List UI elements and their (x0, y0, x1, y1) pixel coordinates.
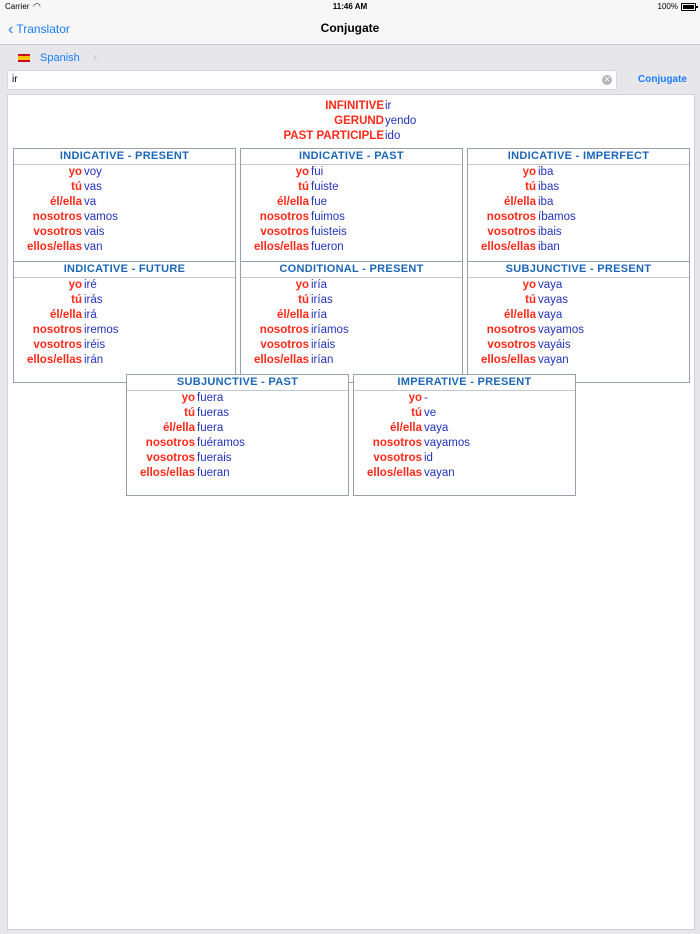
table-row (241, 338, 462, 353)
table-row (14, 165, 235, 180)
pronoun-label: yo (295, 166, 309, 178)
table-row (14, 338, 235, 353)
pronoun-label: yo (522, 279, 536, 291)
pronoun-label: él/ella (504, 309, 536, 321)
table-row (14, 278, 235, 293)
battery-percent: 100% (657, 2, 678, 11)
table-row (241, 308, 462, 323)
verb-form: iban (538, 241, 560, 253)
verb-form: voy (84, 166, 102, 178)
table-row (468, 353, 689, 368)
language-label[interactable]: Spanish (40, 52, 80, 64)
status-bar (0, 0, 700, 14)
chevron-right-icon: › (93, 50, 97, 64)
pronoun-label: nosotros (145, 437, 195, 449)
table-row (241, 195, 462, 210)
pronoun-label: yo (181, 392, 195, 404)
verb-form: vayamos (538, 324, 585, 336)
status-time: 11:46 AM (332, 2, 368, 11)
table-row (468, 195, 689, 210)
verb-form: iríais (311, 339, 336, 351)
pronoun-label: ellos/ellas (27, 241, 82, 253)
pronoun-label: tú (411, 407, 422, 419)
conjugation-table-subjunctive-present (467, 261, 690, 383)
verb-form: iríamos (311, 324, 349, 336)
table-row (468, 240, 689, 255)
pronoun-label: tú (184, 407, 195, 419)
infinitive-row (8, 100, 694, 115)
verb-form: vas (84, 181, 102, 193)
verb-form: iría (311, 309, 327, 321)
pronoun-label: nosotros (32, 324, 82, 336)
verb-form: vayamos (424, 437, 471, 449)
basic-value: yendo (385, 115, 417, 127)
table-header: SUBJUNCTIVE - PAST (127, 375, 348, 391)
table-row (14, 225, 235, 240)
pronoun-label: tú (71, 294, 82, 306)
table-row (354, 436, 575, 451)
verb-form: ve (424, 407, 437, 419)
table-row (127, 421, 348, 436)
verb-form: irán (84, 354, 104, 366)
verb-form: ibas (538, 181, 560, 193)
table-row (127, 391, 348, 406)
table-row (14, 180, 235, 195)
table-row (468, 180, 689, 195)
pronoun-label: ellos/ellas (367, 467, 422, 479)
table-row (354, 466, 575, 481)
pronoun-label: vosotros (33, 339, 82, 351)
table-header: SUBJUNCTIVE - PRESENT (468, 262, 689, 278)
conjugation-table-indicative-future (13, 261, 236, 383)
conjugation-table-imperative-present (353, 374, 576, 496)
verb-form: va (84, 196, 97, 208)
verb-form: vamos (84, 211, 118, 223)
pronoun-label: él/ella (50, 309, 82, 321)
verb-search-input[interactable] (7, 70, 617, 90)
pronoun-label: yo (68, 166, 82, 178)
table-row (14, 195, 235, 210)
pronoun-label: tú (525, 181, 536, 193)
verb-form: irá (84, 309, 97, 321)
table-header: INDICATIVE - PRESENT (14, 149, 235, 165)
verb-form: vayas (538, 294, 569, 306)
table-row (241, 353, 462, 368)
table-header: INDICATIVE - FUTURE (14, 262, 235, 278)
verb-form: fuera (197, 422, 224, 434)
verb-form: fue (311, 196, 327, 208)
table-row (241, 165, 462, 180)
verb-form: fuerais (197, 452, 232, 464)
conjugation-table-indicative-past (240, 148, 463, 270)
pronoun-label: ellos/ellas (481, 354, 536, 366)
basic-label: INFINITIVE (325, 100, 384, 112)
verb-form: id (424, 452, 433, 464)
carrier-label: Carrier (5, 2, 30, 11)
pronoun-label: él/ella (277, 309, 309, 321)
pronoun-label: vosotros (487, 339, 536, 351)
table-row (14, 308, 235, 323)
verb-form: iría (311, 279, 327, 291)
verb-form: iba (538, 166, 554, 178)
verb-form: iremos (84, 324, 119, 336)
pronoun-label: nosotros (32, 211, 82, 223)
pronoun-label: ellos/ellas (481, 241, 536, 253)
verb-form: ibais (538, 226, 562, 238)
table-row (241, 240, 462, 255)
pronoun-label: vosotros (487, 226, 536, 238)
conjugation-table-indicative-imperfect (467, 148, 690, 270)
battery-icon (681, 3, 696, 11)
table-row (127, 406, 348, 421)
table-row (468, 293, 689, 308)
table-row (241, 180, 462, 195)
table-header: CONDITIONAL - PRESENT (241, 262, 462, 278)
table-row (241, 210, 462, 225)
table-row (468, 338, 689, 353)
basic-label: PAST PARTICIPLE (283, 130, 384, 142)
pronoun-label: él/ella (504, 196, 536, 208)
verb-form: vaya (538, 309, 563, 321)
verb-form: fueras (197, 407, 229, 419)
table-row (14, 210, 235, 225)
table-row (127, 436, 348, 451)
verb-form: iré (84, 279, 97, 291)
pronoun-label: vosotros (260, 339, 309, 351)
language-selector[interactable] (0, 45, 700, 69)
page-title: Conjugate (320, 21, 380, 35)
verb-form: vais (84, 226, 105, 238)
verb-form: vayáis (538, 339, 571, 351)
verb-form: fui (311, 166, 324, 178)
table-row (14, 293, 235, 308)
verb-form: iba (538, 196, 554, 208)
verb-form: vaya (538, 279, 563, 291)
pronoun-label: vosotros (260, 226, 309, 238)
conjugation-table-indicative-present (13, 148, 236, 270)
pronoun-label: vosotros (373, 452, 422, 464)
conjugation-table-conditional-present (240, 261, 463, 383)
past-participle-row (8, 130, 694, 145)
clear-icon[interactable]: ✕ (603, 75, 611, 84)
pronoun-label: ellos/ellas (254, 241, 309, 253)
conjugation-panel (7, 94, 695, 930)
pronoun-label: nosotros (259, 324, 309, 336)
verb-form: fuimos (311, 211, 345, 223)
verb-form: irías (311, 294, 333, 306)
pronoun-label: tú (71, 181, 82, 193)
verb-basics (8, 100, 694, 145)
pronoun-label: él/ella (390, 422, 422, 434)
table-row (468, 210, 689, 225)
table-row (14, 240, 235, 255)
pronoun-label: yo (68, 279, 82, 291)
pronoun-label: yo (522, 166, 536, 178)
table-row (241, 293, 462, 308)
pronoun-label: él/ella (163, 422, 195, 434)
pronoun-label: tú (298, 181, 309, 193)
verb-form: fueron (311, 241, 344, 253)
gerund-row (8, 115, 694, 130)
table-row (468, 225, 689, 240)
pronoun-label: vosotros (146, 452, 195, 464)
table-row (241, 225, 462, 240)
verb-form: vaya (424, 422, 449, 434)
pronoun-label: ellos/ellas (27, 354, 82, 366)
pronoun-label: ellos/ellas (254, 354, 309, 366)
back-button[interactable] (8, 20, 70, 38)
search-input-value[interactable]: ir (12, 74, 18, 85)
pronoun-label: tú (298, 294, 309, 306)
pronoun-label: tú (525, 294, 536, 306)
pronoun-label: nosotros (259, 211, 309, 223)
table-header: IMPERATIVE - PRESENT (354, 375, 575, 391)
conjugate-button[interactable]: Conjugate (638, 74, 687, 85)
table-row (127, 451, 348, 466)
table-row (14, 323, 235, 338)
wifi-icon: ◠ (33, 1, 41, 11)
pronoun-label: nosotros (486, 211, 536, 223)
table-row (127, 466, 348, 481)
table-row (468, 308, 689, 323)
chevron-left-icon: ‹ (8, 21, 14, 38)
table-row (14, 353, 235, 368)
table-row (354, 406, 575, 421)
verb-form: íbamos (538, 211, 576, 223)
verb-form: fueran (197, 467, 230, 479)
table-row (354, 391, 575, 406)
verb-form: vayan (424, 467, 455, 479)
verb-form: iréis (84, 339, 106, 351)
spain-flag-icon (18, 54, 30, 62)
verb-form: fuiste (311, 181, 339, 193)
basic-value: ir (385, 100, 392, 112)
pronoun-label: nosotros (486, 324, 536, 336)
verb-form: - (424, 392, 428, 404)
pronoun-label: yo (295, 279, 309, 291)
verb-form: fuisteis (311, 226, 347, 238)
pronoun-label: ellos/ellas (140, 467, 195, 479)
basic-value: ido (385, 130, 401, 142)
table-row (468, 165, 689, 180)
pronoun-label: yo (408, 392, 422, 404)
pronoun-label: él/ella (277, 196, 309, 208)
pronoun-label: él/ella (50, 196, 82, 208)
conjugation-table-subjunctive-past (126, 374, 349, 496)
verb-form: vayan (538, 354, 569, 366)
table-row (468, 278, 689, 293)
verb-form: van (84, 241, 103, 253)
basic-label: GERUND (334, 115, 384, 127)
table-row (354, 451, 575, 466)
pronoun-label: nosotros (372, 437, 422, 449)
navigation-bar (0, 14, 700, 45)
verb-form: fuéramos (197, 437, 245, 449)
table-row (241, 323, 462, 338)
verb-form: irían (311, 354, 334, 366)
table-header: INDICATIVE - PAST (241, 149, 462, 165)
table-row (468, 323, 689, 338)
table-header: INDICATIVE - IMPERFECT (468, 149, 689, 165)
verb-form: irás (84, 294, 103, 306)
verb-form: fuera (197, 392, 224, 404)
table-row (241, 278, 462, 293)
pronoun-label: vosotros (33, 226, 82, 238)
back-label: Translator (16, 22, 70, 36)
table-row (354, 421, 575, 436)
